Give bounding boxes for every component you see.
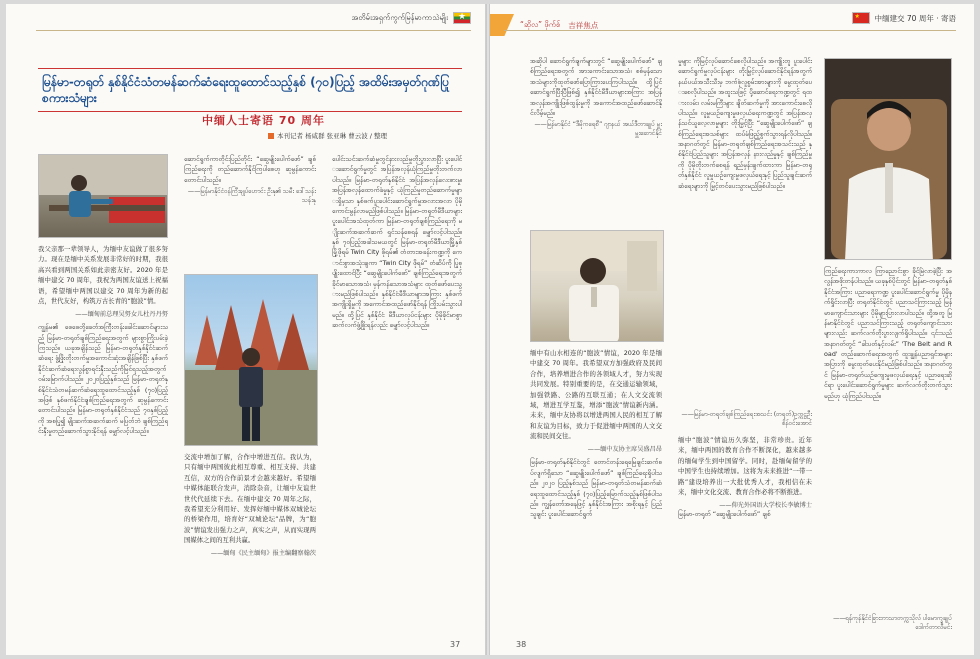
left-page xyxy=(6,4,486,655)
right-col3-burmese-text: ကြည်ရေးကားကာလ ကြာညောင်းစွာ ခိုင်မြဲလာခဲ့ပြီး အလွန်အဖိုးတန်ပါသည်။ ယခုနှစ်ပိုင်းတွင် မြန်မာ-တရုတ်နှစ်နိုင်ငံအကြား ပညာရေးကဏ္ဍ ပူးပေါင်းဆောင်ရွက်မှု ပိုမိုနက်ရှိုင်းလာပြီး တရုတ်နိုင်ငံတွင် ပညာသင်ကြားသည့် မြန်မာကျောင်းသားများ ပိုမိုများပြားလာပါသည်။ ထို့အတူ မြန်မာနိုင်ငံတွင် ပညာသင်ကြားသည့် တရုတ်ကျောင်းသားများလည်း ဆက်လက်တိုးပွားလျက်ရှိပါသည်။ ၎င်းသည် အနာဂတ်တွင် “ခါးပတ်နှင့်လမ်း” 'The Belt and Road' တည်ဆောက်ရေးအတွက် ထူးချွန်ပညာရှင်အများအပြားကို မွေးထုတ်ပေးနိုင်မည်ဖြစ်ပါသည်။ အနာဂတ်တွင် မြန်မာ-တရုတ်ယဉ်ကျေးမှုဖလှယ်ရေးနှင့် ပညာရေးဆိုင်ရာ ပူးပေါင်းဆောင်ရွက်မှုများ ဆက်လက်တိုးတက်သွားမည်ဟု ယုံကြည်ပါသည်။ xyxy=(824,267,952,400)
byline-marker-icon xyxy=(268,133,274,139)
right-col1-burmese-bottom-text: မြန်မာ-တရုတ်နှစ်နိုင်ငံတွင် တောင်တန်းရေမြေချင်းဆက်စပ်လျက်ရှိသော “ဆွေမျိုးပေါက်ဖော်” ချစ်ကြည်ရေးရှိပါသည်။ ၂၀၂၀ ပြည့်နှစ်သည် မြန်မာ-တရုတ်သံတမန်ဆက်ဆံရေးထူထောင်သည့်နှစ် (၇၀)ပြည့်မြောက်သည့်နှစ်ဖြစ်ပါသည်။ ကျွန်တော်အနေဖြင့် နှစ်နိုင်ငံအကြား အစိုးရနှင့် ပြည်သူချင်း ပူးပေါင်းဆောင်ရွက် xyxy=(530,458,662,519)
left-column-3 xyxy=(332,154,462,646)
section-label-chinese: 吉祥焦点 xyxy=(568,20,599,30)
article-headline: မြန်မာ-တရုတ် နှစ်နိုင်ငံသံတမန်ဆက်ဆံရေးထူထောင်သည့်နှစ် (၇၀)ပြည့် အထိမ်းအမှတ်ဂုဏ်ပြု စကားသံများ xyxy=(38,68,462,112)
byline-text: 本刊记者 杨咸群 张亚琳 曹云波 / 整理 xyxy=(277,132,388,140)
left-header-rule xyxy=(36,30,471,31)
photo-portrait xyxy=(824,58,952,260)
right-col2-chinese-text: 缅中“胞波”情谊历久弥坚，非常珍贵。近年来，缅中两国的教育合作不断深化，越来越多的缅甸学生到中国留学。同时，赴缅甸留学的中国学生也持续增加。这将为未来推进“一带一路”建设培养出一大批优秀人才，我相信在未来，缅中文化交流、教育合作必将不断推进。 xyxy=(678,436,812,496)
section-tab xyxy=(490,14,598,36)
left-column-2 xyxy=(184,154,316,212)
left-column-2-bottom xyxy=(184,452,316,648)
left-col2-chinese-text: 交流中增加了解，合作中增进互信。我认为，只有缅中两国彼此相互尊重、相互支持、共建互信，双方的合作前景才会越来越好。希望缅中媒体能联合发声，消除杂音，让缅中友谊世世代代延续下去。在缅中建交 70 周年之际，我希望充分利用好、发挥好缅中媒体双城论坛的桥梁作用，培育好“双城论坛”品牌，为“胞波”情谊发出强力之声，真实之声，从而实现两国媒体之间的互利共赢。 xyxy=(184,453,316,544)
left-running-header xyxy=(351,12,471,24)
right-header-rule xyxy=(504,30,956,31)
left-col1-chinese-signature: ——缅甸前总理吴努女儿杜丹丹努 xyxy=(75,311,168,319)
myanmar-flag-icon xyxy=(453,12,471,24)
right-column-3 xyxy=(824,266,952,648)
china-flag-icon xyxy=(852,12,870,24)
right-col1-chinese-signature: ——缅中友协主席吴盛昌昂 xyxy=(587,446,662,454)
photo-calligraphy xyxy=(38,154,168,238)
article-subtitle: 中缅人士寄语 70 周年 xyxy=(202,114,325,127)
photo-man-kilns xyxy=(184,274,318,446)
right-col2-burmese-top-text: မှုများ ကိုမြင့်လုပ်ဆောင်စေလိုပါသည်။ အကျိုးတူ ပူးပေါင်းဆောင်ရွက်မှုလုပ်ငန်းများ တိုးမြှင့်လုပ်ဆောင်နိုင်ရန်အတွက် နယ်ပယ်အသီးသီးမှ ဘက်စုံလူစွမ်းအားများကို မွေးထုတ်ပေးစေလိုပါသည်။ အထူးသဖြင့် ပို့ဆောင်ရေးကဏ္ဍတွင် ရထားလမ်း၊ လမ်းမကြီးများ ချိတ်ဆက်မှုကို အားကောင်းစေလိုပါသည်။ လူမှုယဉ်ကျေးမှုဖလှယ်ရေးကဏ္ဍတွင် အပြန်အလှန်သင်ယူလေ့လာမှုများ တိုးမြှင့်ပြီး “ဆွေမျိုးပေါက်ဖော်” ချစ်ကြည်ရေးအသစ်များ ထပ်မံဖြည့်စွက်သွားရန်လိုပါသည်။ အနာဂတ်တွင် မြန်မာ-တရုတ်ချစ်ကြည်ရေးအသင်းသည် နှစ်နိုင်ငံပြည်သူများ အပြန်အလှန် နားလည်မှုနှင့် ချစ်ကြည်မှုကို ပိုမိုတိုးတက်စေရန် ရည်မှန်းချက်ထားကာ မြန်မာ-တရုတ်နှစ်နိုင်ငံ လူမှုယဉ်ကျေးမှုဖလှယ်ရေးနှင့် ပြည်သူချင်းဆက်ဆံရေးများကို မြှင့်တင်ပေးသွားမည်ဖြစ်ပါသည်။ xyxy=(678,57,812,190)
right-column-2 xyxy=(678,56,812,646)
photo-man-suit-image xyxy=(531,231,664,342)
right-col1-chinese-text: 缅中有山水相连的“胞波”情谊，2020 年是缅中建交 70 周年。我希望双方加强政府及民间合作，培养增进合作的各领域人才，努力实现共同发展。特别重要的是，在交通运输领域，加强铁路、公路的互联互通；在人文交流领域，增进互学互鉴，增添“胞波”情谊新内涵。未来，缅中友协将以增进两国人民的相互了解和友谊为目标，致力于促进缅中两国的人文交流和民间交往。 xyxy=(530,349,662,440)
right-page xyxy=(490,4,974,655)
right-running-header-text: 中缅建交 70 周年 · 寄语 xyxy=(874,13,956,23)
article-byline xyxy=(268,131,387,140)
right-col2-chinese-signature: ——仰光外国语大学校长李敏博士 xyxy=(719,502,812,510)
right-col2-burmese-top-signature: ——မြန်မာ-တရုတ်ချစ်ကြည်ရေးအသင်း (တရုတ်)ဥက္ကဋ္ဌဦးစိန်ဝင်းအောင် xyxy=(681,411,812,427)
left-col3-burmese-text: ပေါင်းသင်းဆက်ဆံမှုတွင်နားလည်မှုတိုးပွားလာပြီး ပူးပေါင်းဆောင်ရွက်မှုတွင် အပြန်အလှန်ယုံကြည်မှုတိုးတက်လာပါသည်။ မြန်မာ-တရုတ်နှစ်နိုင်ငံ အပြန်အလှန်လေးစားမှု၊ အပြန်အလှန်ထောက်ခံမှုနှင့် ယုံကြည်မှုတည်ဆောက်မှုများရှိမှသာ နှစ်ဖက်ပူးပေါင်းဆောင်ရွက်မှုအလားအလာ ပိုမိုကောင်းမွန်လာမည်ဖြစ်ပါသည်။ မြန်မာ-တရုတ်မီဒီယာများ ပူးပေါင်းအသံထုတ်ကာ မြန်မာ-တရုတ်ချစ်ကြည်ရေးကို မျိုးဆက်အဆက်ဆက် ရှင်သန်စေရန် မျှော်လင့်ပါသည်။ နှစ် ၇၀ပြည့်အခါသမယတွင် မြန်မာ-တရုတ်မီဒီယာမြို့နှစ်မြို့ဖိုရမ် Twin City ဖိုရမ်၏ တံတားအခန်းကဏ္ဍကို ကောင်းစွာအသုံးချကာ “Twin City ဖိုရမ်” တံဆိပ်ကို ပြုစုပျိုးထောင်ပြီး “ဆွေမျိုးပေါက်ဖော်” ချစ်ကြည်ရေးအတွက် ခိုင်မာသောအသံ၊ မှန်ကန်သောအသံများ ထုတ်ဖော်ပေးသွားမည်ဖြစ်ပါသည်။ နှစ်နိုင်ငံမီဒီယာများအကြား နှစ်ဖက်အကျိုးရှိမှုကို အကောင်အထည်ဖော်နိုင်ရန် ကြိုးပမ်းသွားပါမည်။ ထို့ပြင် နှစ်နိုင်ငံ မီဒီယာလုပ်ငန်းများ ပိုမိုခိုင်မာစွာ ဆက်လက်ဖွံ့ဖြိုးရန်လည်း မျှော်လင့်ပါသည်။ xyxy=(332,155,462,329)
left-col2-burmese-top-signature: ——မြန်မာနိုင်ငံဝန်ကြီးချုပ်ဟောင်း ဦးနု၏ သမီး ဒေါ်သန်းသန်းနု xyxy=(187,188,316,205)
left-col1-chinese-text: 我父亲那一辈领导人，为缅中友谊做了很多努力。现在是缅中关系发展非常好的时期，我很高兴看到两国关系如此亲密友好。2020 年是缅中建交 70 周年，我祝为两国友谊送上祝福语，希望缅中两国以建交 70 周年为新的起点，世代友好，构筑万古长青的“胞波”情。 xyxy=(38,245,168,305)
photo-portrait-image xyxy=(825,59,952,260)
right-page-number: 38 xyxy=(516,640,527,649)
right-running-header xyxy=(852,12,956,24)
photo-calligraphy-image xyxy=(39,155,168,238)
right-col1-burmese-top-text: အဆိုပါ ဆောင်ရွက်ချက်များတွင် “ဆွေမျိုးပေါက်ဖော်” ချစ်ကြည်ရေးအတွက် အားကောင်းသောအသံ၊ စစ်မှန်သောအသံများကိုထုတ်ဖော်ပြောကြားပေးကြပါသည်။ ထို့ပြင် ဆောင်ရွက်ပြီးပြီဖြစ်၍ နှစ်နိုင်ငံမီဒီယာများအကြား အပြန်အလှန်အကျိုးဖြစ်ထွန်းမှုကို အကောင်အထည်ဖော်ဆောင်နိုင်လိမ့်မည်။ xyxy=(530,57,662,117)
right-col3-burmese-signature: ——ရန်ကုန်နိုင်ငံခြားဘာသာတက္ကသိုလ် ပါမောက္ခချုပ် ဒေါက်တာလီမင်း xyxy=(833,615,952,631)
section-tab-marker xyxy=(490,14,514,36)
left-col2-chinese-signature: ——缅甸《民主缅甸》报主编翻察翰茨 xyxy=(210,550,316,558)
right-col1-burmese-top-signature: ——မြန်မာနိုင်ငံ “ဒီမိုကရေစီ” ဂျာနယ် အယ်ဒီတာချုပ် မှူးမှူးဆောင်နိုင် xyxy=(534,121,662,138)
left-col1-burmese-text: ကျွန်မ၏ ဖေဖေတို့ခေတ်အကြီးတန်းခေါင်းဆောင်များသည် မြန်မာ-တရုတ်ချစ်ကြည်ရေးအတွက် များစွာကြိုးပမ်းခဲ့ကြသည်။ ယခုအချိန်သည် မြန်မာ-တရုတ်နှစ်နိုင်ငံဆက်ဆံရေး ဖွံ့ဖြိုးတိုးတက်မှုအကောင်းဆုံးအချိန်ဖြစ်ပြီး နှစ်ဖက်နိုင်ငံဆက်ဆံရေးလွန်စွာရင်းနှီးသည်ကိုမြင်ရသည့်အတွက် ဝမ်းမြောက်ပါသည်။ ၂၀၂၀ပြည့်နှစ်သည် မြန်မာ-တရုတ်နှစ်နိုင်ငံသံတမန်ဆက်ဆံရေးထူထောင်သည့်နှစ် (၇၀)ပြည့်အဖြစ် နှစ်ဖက်နိုင်ငံချစ်ကြည်ရေးအတွက် ဆုမွန်ကောင်းတောင်းပါသည်။ မြန်မာ-တရုတ်နှစ်နိုင်ငံသည် ၇၀နှစ်ပြည့်ကို အစပြု၍ မျိုးဆက်အဆက်ဆက် မပြတ်ဘဲ ချစ်ကြည်ရင်းနှီးမှုတည်ဆောက်သွားနိုင်ရန် မျှော်လင့်ပါသည်။ xyxy=(38,323,168,435)
photo-man-kilns-image xyxy=(185,275,318,446)
left-running-header-text: အတိမ်းအရှက်ကွက်မြန်မာကာသဲမျိုး xyxy=(351,12,448,22)
right-column-1 xyxy=(530,56,662,226)
left-col2-burmese-top-text: ဆောင်ရွက်ကာတိုင်းပြည်တိုင်း “ဆွေမျိုးပေါက်ဖော်” ချစ်ကြည်ရေးကို တည်ဆောက်နိုင်ကြပါစေဟု ဆုမွန်ကောင်းတောင်းပါသည်။ xyxy=(184,155,316,184)
right-col2-burmese-bottom-text: မြန်မာ-တရုတ် “ဆွေမျိုးပေါက်ဖော်” ချစ် xyxy=(678,510,771,519)
left-column-1 xyxy=(38,244,168,648)
section-label-burmese: “ဆိုလ” ဖိုက်စ် xyxy=(520,19,561,29)
photo-man-suit xyxy=(530,230,664,342)
right-column-1-bottom xyxy=(530,348,662,648)
left-page-number: 37 xyxy=(450,640,461,649)
